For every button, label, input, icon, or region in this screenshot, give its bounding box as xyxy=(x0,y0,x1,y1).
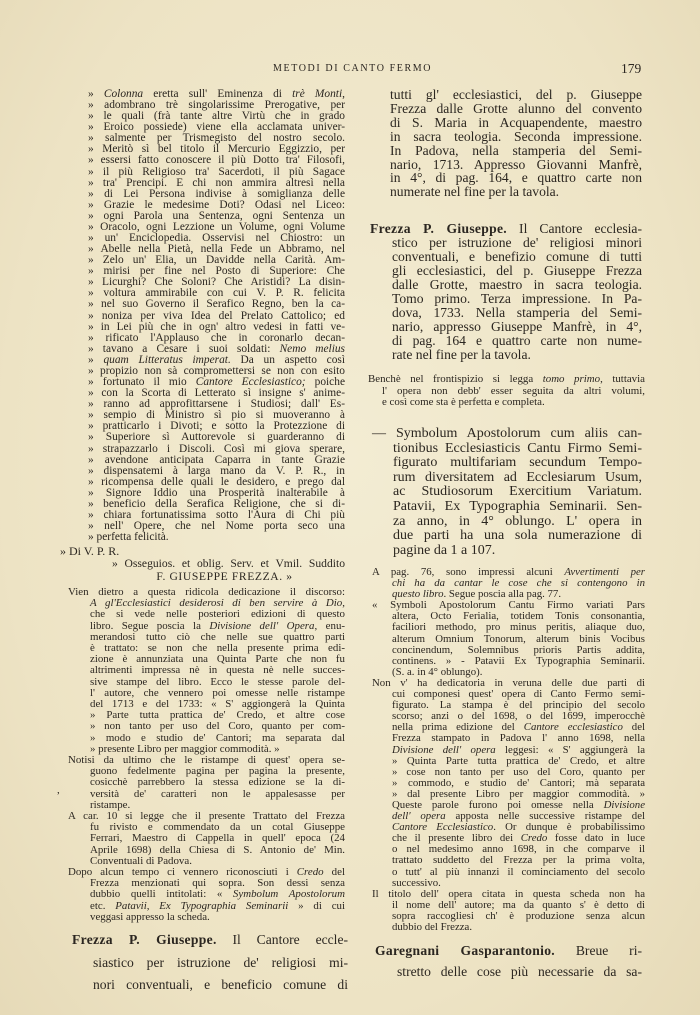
text-line: » Abelle nella Pietà, nella Fede un Abbramo, nel xyxy=(88,243,345,256)
italic-text-run: Divisione xyxy=(603,798,645,811)
text-line: continens. » - Patavii Ex Typographia Seminarii. xyxy=(392,654,645,667)
text-run: . Segue poscia alla pag. 77. xyxy=(443,588,562,601)
text-run: Da un aspetto così xyxy=(230,353,345,366)
text-line: sopra raccogliesi ch' è produzione senza alcun xyxy=(392,909,645,922)
text-run: , enu- xyxy=(314,619,346,632)
text-line: rate nel fine per la tavola. xyxy=(392,347,531,362)
text-run: » tavano a Cesare i suoi soldati: xyxy=(88,342,280,355)
text-line: » chiara fortunatissima sotto l'Aura di Chi più xyxy=(88,508,345,521)
text-line: » commodo, e studio de' Cantori; mà separata xyxy=(392,776,645,789)
text-line: » Quinta Parte tutta prattica de' Credo, et altre xyxy=(392,754,645,767)
text-line: sive stampe del libro. Ecco le stesse parole del- xyxy=(90,675,345,688)
paragraph xyxy=(88,89,345,543)
symbolum-entry-block xyxy=(372,427,642,558)
text-line: » mirisi per fine nel Posto di Superiore: Che xyxy=(88,265,345,278)
text-run: . Or dunque è probabilissimo xyxy=(493,821,645,834)
text-run: Il Cantore ecclesia- xyxy=(507,221,642,236)
text-line: tutti gl' ecclesiastici, del p. Giuseppe xyxy=(390,87,642,102)
text-run: , tuttavia xyxy=(600,373,645,385)
text-line: veggasi appresso la scheda. xyxy=(90,910,210,923)
text-line: A car. 10 si legge che il presente Trattato del Frezza xyxy=(68,810,345,823)
entry-heading: Frezza P. Giuseppe. xyxy=(370,221,508,236)
text-run: Dopo alcun tempo ci vennero riconosciuti i xyxy=(68,866,297,879)
text-line: nori conventuali, e beneficio comune di xyxy=(93,977,348,993)
text-line: cui componesi quest' opera di Canto Fermo semi- xyxy=(392,688,645,701)
text-line: » Licurghi? Che Soloni? Che Aristidi? La disin- xyxy=(88,276,345,289)
text-line: » perfetta felicità. xyxy=(88,531,169,544)
text-line xyxy=(368,374,645,386)
text-line: » Parte tutta prattica de' Credo, et altre cose xyxy=(90,709,345,722)
left-entry-block xyxy=(72,929,348,997)
text-line: za anno, in 4° oblungo. L' opera in xyxy=(393,513,642,529)
paragraph xyxy=(375,940,642,982)
text-line: » sempio di Ministro sì pio si muoveranno à xyxy=(88,409,345,422)
stray-print-mark: , xyxy=(57,784,60,796)
italic-text-run: chi ha da cantar le cose che si contengono in xyxy=(392,577,645,590)
text-line: versità de' caratteri non le appalesasse per xyxy=(90,787,345,800)
text-line: gli ecclesiastici, del p. Giuseppe Frezza xyxy=(392,263,642,278)
text-line: figurato multifariam secundum Tempo- xyxy=(393,455,642,471)
text-run: nella prima edizione del xyxy=(392,721,524,734)
italic-text-run: A gl'Ecclesiastici desiderosi di ben servire à Dio xyxy=(90,597,343,610)
text-line: » nel suo Governo il Serafico Regno, ben la ca- xyxy=(88,298,345,311)
text-line: trattato suddetto del Frezza per la prima volta, xyxy=(392,854,645,867)
text-line: « Symboli Apostolorum Cantu Firmo variati Pars xyxy=(372,599,645,612)
italic-text-run: Colonna xyxy=(103,88,144,100)
text-line: o tutt' al più innanzi il cominciamento del secolo xyxy=(392,865,645,878)
text-line: » Oracolo, ogni Lezzione un Volume, ogni Volume xyxy=(88,220,345,233)
text-line: » il più Religioso tra' Sacerdoti, il più Sagace xyxy=(88,165,345,178)
text-line: stico per istruzione de' religiosi minori xyxy=(392,235,642,250)
text-line: e così come sta è perfetta e completa. xyxy=(382,396,545,409)
paragraph xyxy=(68,811,345,867)
text-line xyxy=(372,745,645,756)
dedication-quote-block xyxy=(88,89,345,543)
text-run: Benchè nel frontispizio si legga xyxy=(368,373,543,385)
text-line: Conventuali di Padova. xyxy=(90,854,192,867)
paragraph xyxy=(60,545,180,557)
text-line: di pag. 164 e quattro carte non nume- xyxy=(392,333,642,348)
garegnani-entry-block xyxy=(375,940,642,982)
text-line: Notisi da ultimo che le ristampe di quest' opera se- xyxy=(68,754,345,767)
text-line: » con la Scorta di Letterato sì insigne s' anime- xyxy=(88,387,345,400)
paragraph xyxy=(112,558,345,583)
text-run: A pag. 76, sono impressi alcuni xyxy=(372,566,565,578)
text-run: del xyxy=(622,721,646,734)
text-line: ristampe. xyxy=(90,798,131,811)
paragraph xyxy=(372,427,642,558)
italic-text-run: Cantore Ecclesiastico xyxy=(392,821,494,834)
text-line: » pratticarlo i Divoti; e sotto la Protezzione di xyxy=(88,420,345,433)
text-line: Vien dietro a questa ridicola dedicazione il discorso: xyxy=(68,586,345,598)
text-line: siastico per istruzione de' religiosi mi- xyxy=(93,954,348,970)
text-line: » Eroico possiede) viene ella acclamata univer- xyxy=(88,121,345,134)
text-line: faciliori methodo, pro minus peritis, aliaque duo, xyxy=(392,621,645,634)
text-line: Tomo primo. Terza impressione. In Pa- xyxy=(392,291,642,306)
right-continuation-block xyxy=(390,88,642,199)
text-line: » ogni Parola una Sentenza, ogni Sentenza un xyxy=(88,209,345,222)
text-line: altera, Octo Ferialia, totidem Tonis consonantia, xyxy=(392,610,645,623)
text-run: Il Cantore eccle- xyxy=(216,932,349,947)
italic-text-run: Patavii, Ex Typographia Seminarii xyxy=(115,899,289,912)
text-line: dova, 1733. Nella stamperia del Semi- xyxy=(392,305,642,320)
text-line: l' opera non debb' esser seguita da altri volumi, xyxy=(382,384,645,397)
italic-text-run: Nemo melius xyxy=(279,342,345,355)
paragraph xyxy=(372,567,645,600)
text-run: del xyxy=(323,866,345,879)
text-line: Frezza dalle Grotte alunno del convento xyxy=(390,100,642,116)
text-run: Breue ri- xyxy=(555,943,642,958)
text-run: dubbio quelli intitolati: « xyxy=(90,888,233,901)
paragraph xyxy=(372,889,645,933)
text-run: che il presente libro dei xyxy=(392,832,521,845)
page-number: 179 xyxy=(621,61,642,76)
paragraph xyxy=(372,678,645,889)
text-line: in sacra teologia. Seconda impressione. xyxy=(390,128,642,144)
text-line: » di Lei Persona indivise à somiglianza delle xyxy=(88,187,345,200)
text-line: (S. a. in 4° oblungo). xyxy=(392,665,483,678)
text-line: » dispensatemi à larga mano da V. P. R., in xyxy=(88,464,345,477)
text-line: » adombrano trè singolarissime Prerogative, per xyxy=(88,99,345,112)
text-line: » propizio non sà compromettersi se non con esito xyxy=(88,364,345,377)
text-line: pagine da 1 a 107. xyxy=(393,542,496,558)
text-line: » Superiore sì Auttorevole si guarderanno di xyxy=(88,431,345,444)
italic-text-run: Credo xyxy=(520,832,548,845)
text-line: » le quali (frà tante altre Virtù che in grado xyxy=(88,110,345,123)
text-run: » di cui xyxy=(288,899,346,912)
text-line: Aprile 1698) della Chiesa di S. Antonio de' Min. xyxy=(90,843,345,856)
italic-text-run: Divisione dell' opera xyxy=(392,743,496,756)
text-line: scorso; anzi o del 1698, o del 1699, imperocchè xyxy=(392,710,645,723)
text-line: F. GIUSEPPE FREZZA. » xyxy=(156,569,293,583)
text-line: nario, appresso Giuseppe Manfrè, in 4°, xyxy=(392,319,642,334)
right-notes-block xyxy=(372,567,645,933)
text-line: che si vede nelle posteriori edizioni di questo xyxy=(90,608,345,621)
text-line: conventuali, e benefizio comune di tutti xyxy=(392,249,642,264)
italic-text-run: Divisione dell' Opera xyxy=(209,619,315,632)
text-run: » xyxy=(88,353,104,366)
text-line: Il titolo dell' opera citata in questa scheda non ha xyxy=(372,887,645,900)
text-line: » Meritò sì bel titolo il Mercurio Eggizzio, per xyxy=(88,143,345,156)
text-line: » salmente per Trismegisto del nostro secolo. xyxy=(88,132,345,145)
italic-text-run: quam Litteratus imperat. xyxy=(103,353,231,366)
text-line: » presente Libro per maggior commodità. » xyxy=(90,742,280,755)
text-line: concinendum, Solemnibus prioris Partis addita, xyxy=(392,643,645,656)
paragraph xyxy=(68,587,345,755)
text-run: , xyxy=(342,597,345,610)
text-line: Frezza stampato in Padova l' anno 1698, nella xyxy=(392,732,645,745)
text-line: è trattato: se non che nella presente prima edi- xyxy=(90,642,345,655)
text-line: » strapazzarlo i Discoli. Così mi giova sperare, xyxy=(88,442,345,455)
paragraph xyxy=(390,88,642,199)
text-line: » Signore Iddio una Prosperità inalterabile à xyxy=(88,486,345,499)
text-run: Queste parole furono poi omesse nella xyxy=(392,798,604,811)
text-run: » fortunato il mio xyxy=(88,376,196,389)
text-line: tionibus Ecclesiasticis Cantu Firmo Semi- xyxy=(393,440,642,456)
text-line: » un' Enciclopedia. Osservisi nel Chiostro: un xyxy=(88,232,345,245)
italic-text-run: Cantore ecclesiastico xyxy=(523,721,623,734)
paragraph xyxy=(368,374,645,409)
text-line: » nell' Opere, che nel Nome porta seco una xyxy=(88,520,345,533)
italic-text-run: questo libro xyxy=(392,588,444,601)
text-run: leggesi: « S' aggiungerà la xyxy=(495,743,646,756)
text-line: » Zelo un' Elia, un Davidde nella Carità. Am- xyxy=(88,254,345,267)
text-line: zione è annunziata una Quinta Parte che non fu xyxy=(90,653,345,666)
italic-text-run: trè Monti xyxy=(292,88,343,100)
text-line: nario, 1713. Appresso Giovanni Manfrè, xyxy=(390,156,642,172)
text-run: etc. xyxy=(90,899,116,912)
text-line: dalle Grotte, maestro in sacra teologia. xyxy=(392,277,642,292)
text-line: ac Studiosorum Exercitium Variatum. xyxy=(393,484,642,500)
italic-text-run: dell' opera xyxy=(392,810,446,823)
left-notes-block xyxy=(68,587,345,923)
text-line: » noniza per viva Idea del Prelato Cattolico; ed xyxy=(88,309,345,322)
text-line: » avendone anticipata Caparra in tante Grazie xyxy=(88,453,345,466)
text-line xyxy=(375,940,642,961)
text-line: o nel medesimo anno 1698, in che comparve il xyxy=(392,843,645,856)
text-line: fu rivisto e commendato da un cotal Giuseppe xyxy=(90,821,345,834)
paragraph xyxy=(370,222,642,362)
text-line: numerate nel fine per la tavola. xyxy=(390,184,560,200)
text-line: altrimenti impressa nè in questa nè nelle succes- xyxy=(90,664,345,677)
entry-heading: Garegnani Gasparantonio. xyxy=(375,943,555,958)
text-line: In Padova, nella stamperia del Semi- xyxy=(390,142,642,158)
text-line: il nome dell' autore; ma da quanto s' è detto di xyxy=(392,898,645,911)
text-line: » Grazie le medesime Doti? Odasi nel Liceo: xyxy=(88,198,345,211)
italic-text-run: Symbolum Apostolorum xyxy=(232,888,345,901)
entry-heading: Frezza P. Giuseppe. xyxy=(72,932,217,947)
text-run: » xyxy=(88,88,104,100)
text-line: Ferrari, Maestro di Cappella in quell' epoca (24 xyxy=(90,832,345,845)
text-line: figurato. La stampa è del principio del secolo xyxy=(392,699,645,712)
paragraph xyxy=(68,755,345,811)
text-run: poiche xyxy=(305,376,345,389)
paragraph xyxy=(72,929,348,997)
signature-block xyxy=(112,558,345,583)
text-line: cosicchè parrebbero la stessa edizione se la di- xyxy=(90,776,345,789)
text-line: » ranno ad approfittarsene i Studiosi; dall' Es- xyxy=(88,398,345,411)
text-line: Patavii, Ex Typographia Seminarii. Sen- xyxy=(393,498,642,514)
text-line: del 1713 e del 1733: « S' aggiongerà la Quinta xyxy=(90,698,345,711)
text-line: » Osseguios. et oblig. Serv. et Vmil. Suddito xyxy=(112,557,345,570)
text-line: — Symbolum Apostolorum cum aliis can- xyxy=(372,426,642,441)
text-line: » Di V. P. R. xyxy=(60,544,120,558)
text-line: guono fedelmente pagina per pagina la presente, xyxy=(90,765,345,778)
frontispiece-note-block xyxy=(368,374,645,409)
text-line: » dal presente Libro per maggior commodità. » xyxy=(392,787,645,800)
text-line: » beneficio della Serafica Religione, che si di- xyxy=(88,497,345,510)
text-run: apposta nelle successive ristampe del xyxy=(445,810,645,823)
text-line: l' autore, che vennero poi omesse nelle ristampe xyxy=(90,686,345,699)
italic-text-run: Credo xyxy=(296,866,324,879)
italic-text-run: tomo primo xyxy=(542,373,601,385)
italic-text-run: Avvertimenti per xyxy=(564,566,646,578)
right-entry-block xyxy=(370,222,642,362)
text-run: , xyxy=(342,88,345,100)
text-line: » voltura ammirabile con cui V. P. R. felicita xyxy=(88,287,345,300)
text-line: alterum Omnium Tonorum, alterum binis Vocibus xyxy=(392,632,645,645)
text-run: eretta sull' Eminenza di xyxy=(143,88,293,100)
text-line: » ricompensa delle quali le desidero, e prego dal xyxy=(88,475,345,488)
text-line: » essersi fatto conoscere il più Dotto tra' Filosofi, xyxy=(88,154,345,167)
text-line: successivo. xyxy=(392,876,441,889)
text-line xyxy=(370,222,642,236)
running-header: METODI DI CANTO FERMO xyxy=(273,63,433,74)
text-line: rum diversitatem ad Ecclesiarum Usum, xyxy=(393,469,642,485)
text-line: dubbio del Frezza. xyxy=(392,921,473,933)
text-line: » tra' Prencipi. E chi non ammira altresì nella xyxy=(88,176,345,189)
text-line: » in Lei più che in ogn' altro vedesi in fatti ve- xyxy=(88,320,345,333)
text-line: stretto delle cose più necessarie da sa- xyxy=(397,964,642,979)
text-run: libro. Segue poscia la xyxy=(90,619,210,632)
text-line: due parti ha una sola numerazione di xyxy=(393,528,642,544)
text-run: fosse dato in luce xyxy=(547,832,645,845)
text-line: » rificato l'Applauso che in coronarlo decan- xyxy=(88,331,345,344)
paragraph xyxy=(68,867,345,923)
text-line: Non v' ha dedicatoria in veruna delle due parti di xyxy=(372,676,645,689)
text-line: Frezza menzionati qui sopra. Son dessi senza xyxy=(90,877,345,890)
text-line: merandosi tutto ciò che nelle sue quattro parti xyxy=(90,630,345,643)
text-line: in 4°, di pag. 164, e quattro carte non xyxy=(390,170,642,186)
text-line: » cose non tanto per uso del Coro, quanto per xyxy=(392,765,645,778)
italic-text-run: Cantore Ecclesiastico; xyxy=(195,376,306,389)
signoff-block xyxy=(60,545,180,557)
text-line xyxy=(72,929,348,952)
text-line: » non tanto per uso del Coro, quanto per com- xyxy=(90,720,345,733)
text-line: » modo e studio de' Cantori; ma separata dal xyxy=(90,731,345,744)
paragraph xyxy=(372,600,645,678)
text-line: di S. Maria in Acquapendente, maestro xyxy=(390,114,642,130)
